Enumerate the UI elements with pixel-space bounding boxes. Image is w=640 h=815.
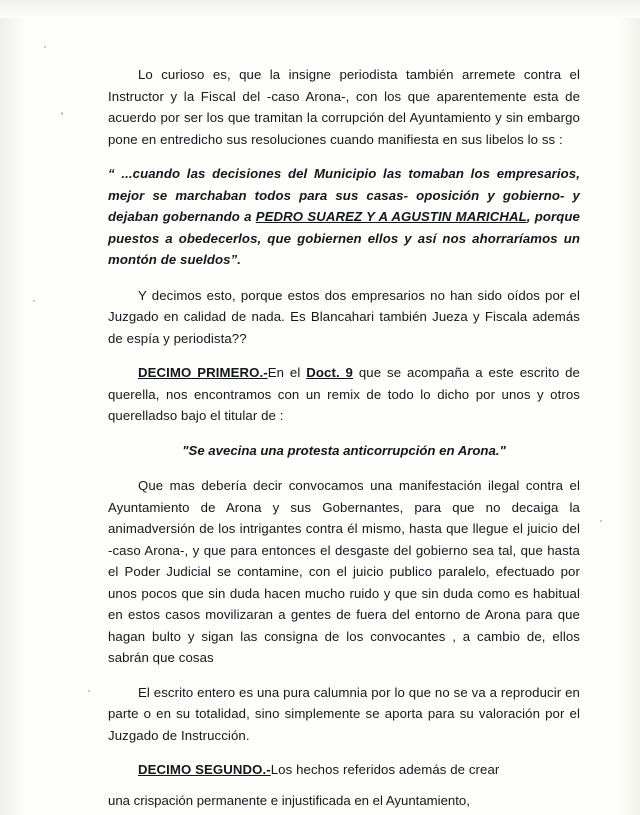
decimo-primero-text: que se acompaña a este escrito de querella, nos encontramos con un remix de todo lo dicho por unos y otros querelladso bajo el titular de : bbox=[108, 365, 580, 423]
decimo-primero-lead: En el bbox=[267, 365, 307, 380]
scan-speck bbox=[33, 300, 35, 302]
scan-speck bbox=[88, 690, 90, 692]
quote-decisiones-municipio bbox=[108, 163, 580, 271]
document-body bbox=[108, 64, 580, 794]
page-edge-shadow-left bbox=[0, 0, 26, 815]
paragraph-decimo-primero bbox=[108, 362, 580, 427]
paragraph-manifestacion-ilegal: Que mas debería decir convocamos una manifestación ilegal contra el Ayuntamiento de Arona y sus Gobernantes, para que no decaiga la animadversión de los intrigantes contra él mismo, hasta que llegue el juicio del -caso Arona-, y que para entonces el desgaste del gobierno sea tal, que hasta el Poder Judicial se contamine, con el juicio publico paralelo, efectuado por unos pocos que sin duda hacen mucho ruido y que sin duda como es habitual en estos casos movilizaran a gentes de fuera del entorno de Arona para que hagan bulto y sigan las consigna de los convocantes , a cambio de, ellos sabrán que cosas bbox=[108, 478, 580, 665]
decimo-segundo-text: Los hechos referidos además de crear bbox=[270, 762, 500, 777]
scan-speck bbox=[600, 520, 602, 522]
paragraph-y-decimos-esto: Y decimos esto, porque estos dos empresarios no han sido oídos por el Juzgado en calidad de nada. Es Blancahari también Jueza y Fiscala además de espía y periodista?? bbox=[108, 287, 580, 346]
quote-part-one: “ ...cuando las decisiones del Municipio las tomaban los empresarios, mejor se marchaban todos para sus casas- oposición y gobierno- y dejaban gobernando a bbox=[108, 166, 580, 224]
scan-speck bbox=[44, 46, 46, 48]
page-edge-shadow-right bbox=[618, 0, 640, 815]
scan-speck bbox=[61, 112, 63, 115]
quote-underlined-names: PEDRO SUAREZ Y A AGUSTIN MARICHAL bbox=[255, 209, 527, 224]
paragraph-lo-curioso: Lo curioso es, que la insigne periodista también arremete contra el Instructor y la Fiscal del -caso Arona-, con los que aparentemente esta de acuerdo por ser los que tramitan la corrupción del Ayuntamiento y sin embargo pone en entredicho sus resoluciones cuando manifiesta en sus libelos lo ss : bbox=[108, 67, 580, 147]
page-edge-shadow-top bbox=[0, 0, 640, 18]
heading-decimo-segundo: DECIMO SEGUNDO.- bbox=[138, 762, 271, 777]
quote-part-two: , porque puestos a obedecerlos, que gobiernen ellos y así nos ahorraríamos un montón de sueldos”. bbox=[108, 209, 580, 267]
document-reference-doct-9: Doct. 9 bbox=[306, 365, 353, 380]
quote-protesta-anticorrupcion: "Se avecina una protesta anticorrupción en Arona." bbox=[182, 442, 506, 458]
paragraph-escrito-calumnia: El escrito entero es una pura calumnia por lo que no se va a reproducir en parte o en su totalidad, sino simplemente se aporta para su valoración por el Juzgado de Instrucción. bbox=[108, 684, 580, 743]
paragraph-decimo-segundo bbox=[108, 759, 580, 781]
cut-off-line: una crispación permanente e injustificada en el Ayuntamiento, bbox=[108, 793, 470, 808]
heading-decimo-primero: DECIMO PRIMERO.- bbox=[138, 365, 268, 380]
